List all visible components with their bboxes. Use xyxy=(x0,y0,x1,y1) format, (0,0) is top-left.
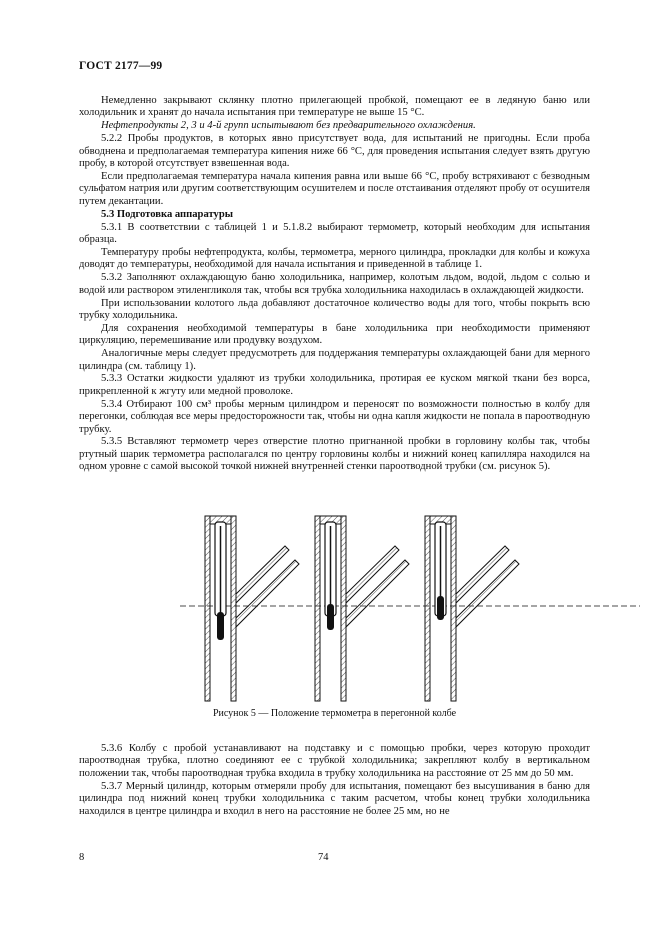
paragraph: 5.3.3 Остатки жидкости удаляют из трубки холодильника, протирая ее куском мягкой ткани без ворса, прикрепленной к жгуту или медной проволоке. xyxy=(79,373,590,397)
paragraph: 5.3.6 Колбу с пробой устанавливают на подставку и с помощью пробки, через которую проходит пароотводная трубка, плотно соединяют ее с трубкой холодильника; закрепляют колбу в вертикальном положении так, чтобы пароотводная трубка входила в трубку холодильника на расстояние от 25 мм до 50 мм. xyxy=(79,743,590,779)
paragraph: 5.2.2 Пробы продуктов, в которых явно присутствует вода, для испытаний не пригодны. Если проба обводнена и предполагаемая температура кипения ниже 66 °С, для проведения испытания следует взять другую пробу, в которой отсутствует взвешенная вода. xyxy=(79,133,590,170)
paragraph: Температуру пробы нефтепродукта, колбы, термометра, мерного цилиндра, прокладки для колбы и кожуха доводят до температуры, необходимой для начала испытания и приведенной в таблице 1. xyxy=(79,246,590,271)
paragraph: При использовании колотого льда добавляют достаточное количество воды для того, чтобы покрыть всю трубку холодильника. xyxy=(79,297,590,321)
paragraph: 5.3.5 Вставляют термометр через отверстие плотно пригнанной пробки в горловину колбы так, чтобы ртутный шарик термометра располагался по центру горловины колбы и нижний конец капилляра находился на одном уровне с самой высокой точкой нижней внутренней стенки пароотводной трубки (см. рисунок 5). xyxy=(79,436,590,473)
paragraph: 5.3.2 Заполняют охлаждающую баню холодильника, например, колотым льдом, водой, льдом с солью и водой или раствором этиленгликоля так, чтобы вся трубка холодильника находилась в охлаждающей жидкости. xyxy=(79,272,590,296)
paragraph: Для сохранения необходимой температуры в бане холодильника при необходимости применяют циркуляцию, перемешивание или продувку воздухом. xyxy=(79,322,590,347)
main-text-continued xyxy=(79,743,590,818)
paragraph: 5.3.7 Мерный цилиндр, которым отмеряли пробу для испытания, помещают без высушивания в баню для цилиндра под нижний конец трубки холодильника с таким расчетом, чтобы конец трубки холодильника находился в центре цилиндра и входил в него на расстояние не более 25 мм, но не xyxy=(79,780,590,817)
paragraph: Аналогичные меры следует предусмотреть для поддержания температуры охлаждающей бани для мерного цилиндра (см. таблицу 1). xyxy=(79,348,590,372)
thermometer-figure xyxy=(170,506,650,706)
paragraph: 5.3.4 Отбирают 100 см³ пробы мерным цилиндром и переносят по возможности полностью в колбу для перегонки, соблюдая все меры предосторожности так, чтобы ни одна капля жидкости не попала в пароотводную трубку. xyxy=(79,398,590,435)
section-heading: 5.3 Подготовка аппаратуры xyxy=(101,208,233,220)
paragraph: 5.3.1 В соответствии с таблицей 1 и 5.1.8.2 выбирают термометр, который необходим для испытания образца. xyxy=(79,221,590,245)
document-header: ГОСТ 2177—99 xyxy=(79,60,163,72)
page-number-left: 8 xyxy=(79,852,85,863)
paragraph: Если предполагаемая температура начала кипения равна или выше 66 °С, пробу встряхивают с безводным сульфатом натрия или другим соответствующим осушителем и после отстаивания отделяют пробу от осушителя путем декантации. xyxy=(79,170,590,207)
paragraph: Нефтепродукты 2, 3 и 4-й групп испытывают без предварительного охлаждения. xyxy=(101,120,476,132)
paragraph: Немедленно закрывают склянку плотно прилегающей пробкой, помещают ее в ледяную баню или холодильник и хранят до начала испытания при температуре не выше 15 °С. xyxy=(79,95,590,119)
figure-caption: Рисунок 5 — Положение термометра в перегонной колбе xyxy=(212,708,457,719)
page-number-center: 74 xyxy=(318,852,329,863)
main-text xyxy=(79,95,590,474)
